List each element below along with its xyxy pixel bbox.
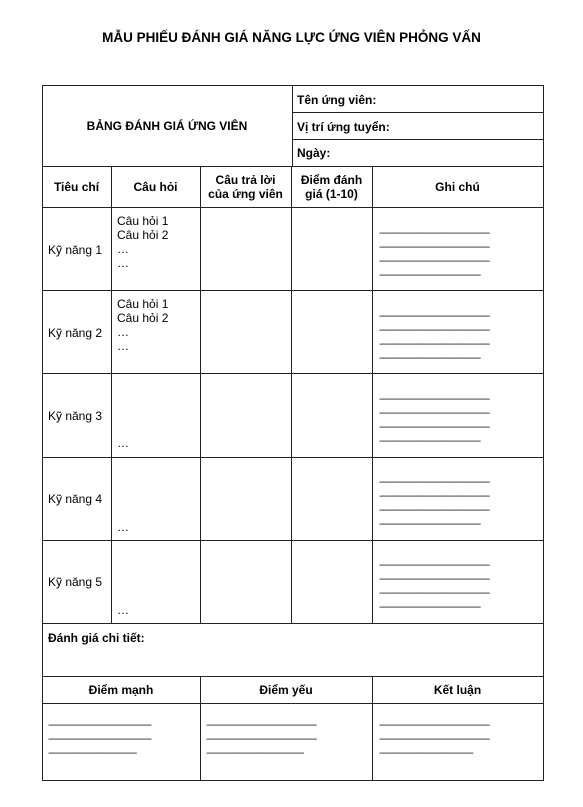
- notes-lines-row-2: ------------------------------------------------------------ ------------------------------------------------------------ ------------------------------------------------------------ -------------------------------------------------------: [379, 311, 489, 364]
- header-row-line-2: [292, 139, 543, 140]
- column-header-criteria: Tiêu chí: [53, 180, 100, 194]
- notes-lines-row-5: ------------------------------------------------------------ ------------------------------------------------------------ ------------------------------------------------------------ -------------------------------------------------------: [379, 560, 489, 613]
- question-ellipsis-a-row-1: …: [117, 242, 129, 256]
- detail-evaluation-label: Đánh giá chi tiết:: [48, 631, 145, 645]
- header-bottom-line: [42, 166, 544, 167]
- table-title: BẢNG ĐÁNH GIÁ ỨNG VIÊN: [86, 119, 248, 133]
- question-ellipsis-row-5: …: [117, 603, 129, 617]
- column-header-score-1: Điểm đánh: [300, 173, 363, 187]
- bottom-header-line: [42, 703, 544, 704]
- skill-label-4: Kỹ năng 4: [48, 492, 103, 506]
- column-header-answer-1: Câu trả lời: [215, 173, 276, 187]
- column-header-score-2: giá (1-10): [305, 187, 358, 201]
- conclusion-header: Kết luận: [433, 683, 482, 697]
- page-title: MẪU PHIẾU ĐÁNH GIÁ NĂNG LỰC ỨNG VIÊN PHỎNG VẤN: [102, 30, 481, 45]
- header-row-line-1: [292, 112, 543, 113]
- row-line-0: [42, 207, 544, 208]
- question-ellipsis-row-4: …: [117, 520, 129, 534]
- skill-label-3: Kỹ năng 3: [48, 409, 103, 423]
- table-border-bottom: [42, 780, 544, 781]
- question-2-row-1: Câu hỏi 2: [117, 228, 169, 242]
- row-line-2: [42, 373, 544, 374]
- column-header-question: Câu hỏi: [133, 180, 178, 194]
- question-1-row-2: Câu hỏi 1: [117, 297, 169, 311]
- col-divider-3: [291, 166, 292, 624]
- col-divider-2: [200, 166, 201, 624]
- question-1-row-1: Câu hỏi 1: [117, 214, 169, 228]
- row-line-4: [42, 540, 544, 541]
- question-ellipsis-b-row-1: …: [117, 256, 129, 270]
- question-2-row-2: Câu hỏi 2: [117, 311, 169, 325]
- notes-lines-row-4: ------------------------------------------------------------ ------------------------------------------------------------ ------------------------------------------------------------ -------------------------------------------------------: [379, 477, 489, 530]
- weaknesses-lines: ------------------------------------------------------------ ------------------------------------------------------------ -----------------------------------------------------: [206, 720, 316, 759]
- row-line-1: [42, 290, 544, 291]
- header-divider: [292, 85, 293, 166]
- row-line-5: [42, 623, 544, 624]
- col-divider-1: [111, 166, 112, 624]
- table-border-top: [42, 85, 544, 86]
- row-line-3: [42, 457, 544, 458]
- question-ellipsis-row-3: …: [117, 436, 129, 450]
- strengths-lines: -------------------------------------------------------- -------------------------------------------------------- ------------------------------------------------: [48, 720, 151, 759]
- position-label: Vị trí ứng tuyển:: [297, 120, 390, 134]
- col-divider-4: [372, 166, 373, 624]
- column-header-answer-2: của ứng viên: [208, 187, 283, 201]
- candidate-name-label: Tên ứng viên:: [297, 93, 377, 107]
- question-ellipsis-a-row-2: …: [117, 325, 129, 339]
- column-header-notes: Ghi chú: [435, 180, 480, 194]
- skill-label-2: Kỹ năng 2: [48, 326, 103, 340]
- notes-lines-row-3: ------------------------------------------------------------ ------------------------------------------------------------ ------------------------------------------------------------ -------------------------------------------------------: [379, 394, 489, 447]
- skill-label-1: Kỹ năng 1: [48, 243, 103, 257]
- question-ellipsis-b-row-2: …: [117, 339, 129, 353]
- detail-bottom-line: [42, 676, 544, 677]
- weaknesses-header: Điểm yếu: [259, 683, 313, 697]
- strengths-header: Điểm mạnh: [88, 683, 154, 697]
- date-label: Ngày:: [297, 146, 331, 160]
- conclusion-lines: ------------------------------------------------------------ ------------------------------------------------------------ ---------------------------------------------------: [379, 720, 489, 759]
- skill-label-5: Kỹ năng 5: [48, 575, 103, 589]
- notes-lines-row-1: ------------------------------------------------------------ ------------------------------------------------------------ ------------------------------------------------------------ -------------------------------------------------------: [379, 228, 489, 281]
